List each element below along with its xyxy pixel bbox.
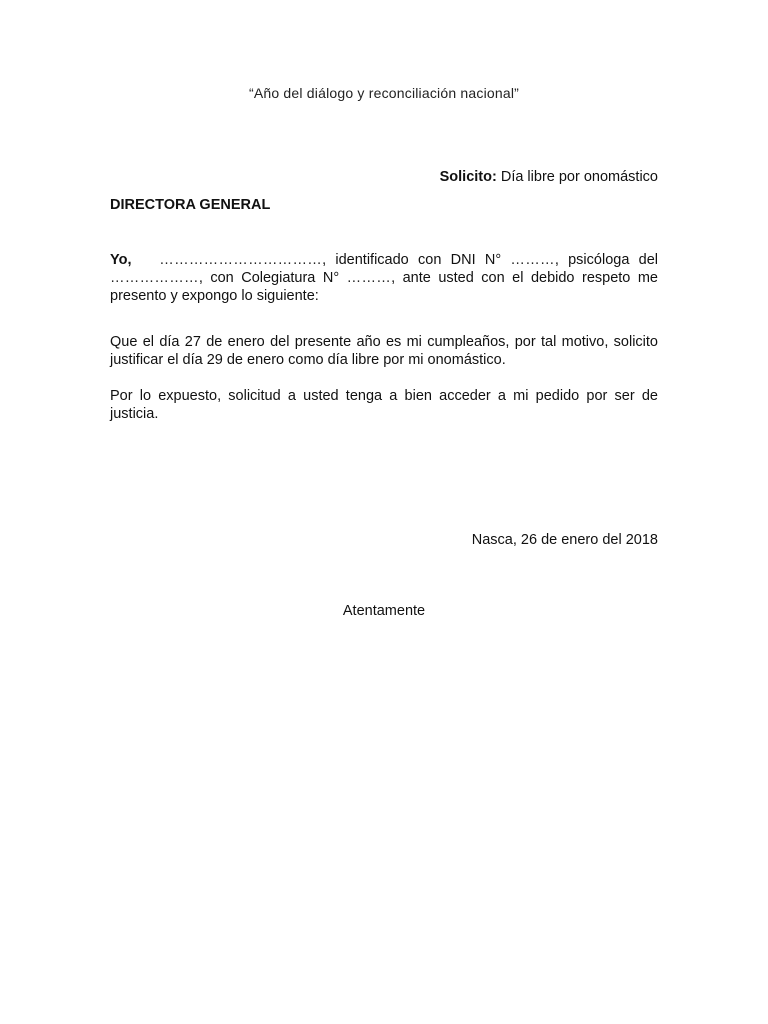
body-paragraph: Que el día 27 de enero del presente año es mi cumpleaños, por tal motivo, solicito justificar el día 29 de enero como día libre por mi onomástico. [110, 334, 658, 368]
subject-text: Día libre por onomástico [496, 169, 658, 185]
blank-name: …………………………… [159, 252, 323, 268]
intro-part-4: , ante usted con el debido respeto me presento y expongo lo siguiente: [110, 270, 658, 304]
blank-dni: ……… [510, 252, 555, 268]
blank-institution: ……………… [110, 270, 199, 286]
sign-off: Atentamente [342, 603, 426, 619]
year-motto: “Año del diálogo y reconciliación nacional” [248, 85, 520, 101]
closing-paragraph: Por lo expuesto, solicitud a usted tenga a bien acceder a mi pedido por ser de justicia. [110, 388, 658, 422]
intro-part-3: , con Colegiatura N° [198, 270, 347, 286]
subject-line [440, 169, 658, 185]
subject-label: Solicito: [439, 169, 497, 185]
place-date: Nasca, 26 de enero del 2018 [471, 532, 658, 548]
intro-part-1: , identificado con DNI N° [322, 252, 511, 268]
blank-colegiatura: ……… [346, 270, 392, 286]
intro-paragraph [110, 251, 658, 305]
intro-part-2: , psicóloga del [554, 252, 658, 268]
addressee: DIRECTORA GENERAL [110, 197, 271, 213]
intro-yo: Yo, [110, 252, 132, 268]
